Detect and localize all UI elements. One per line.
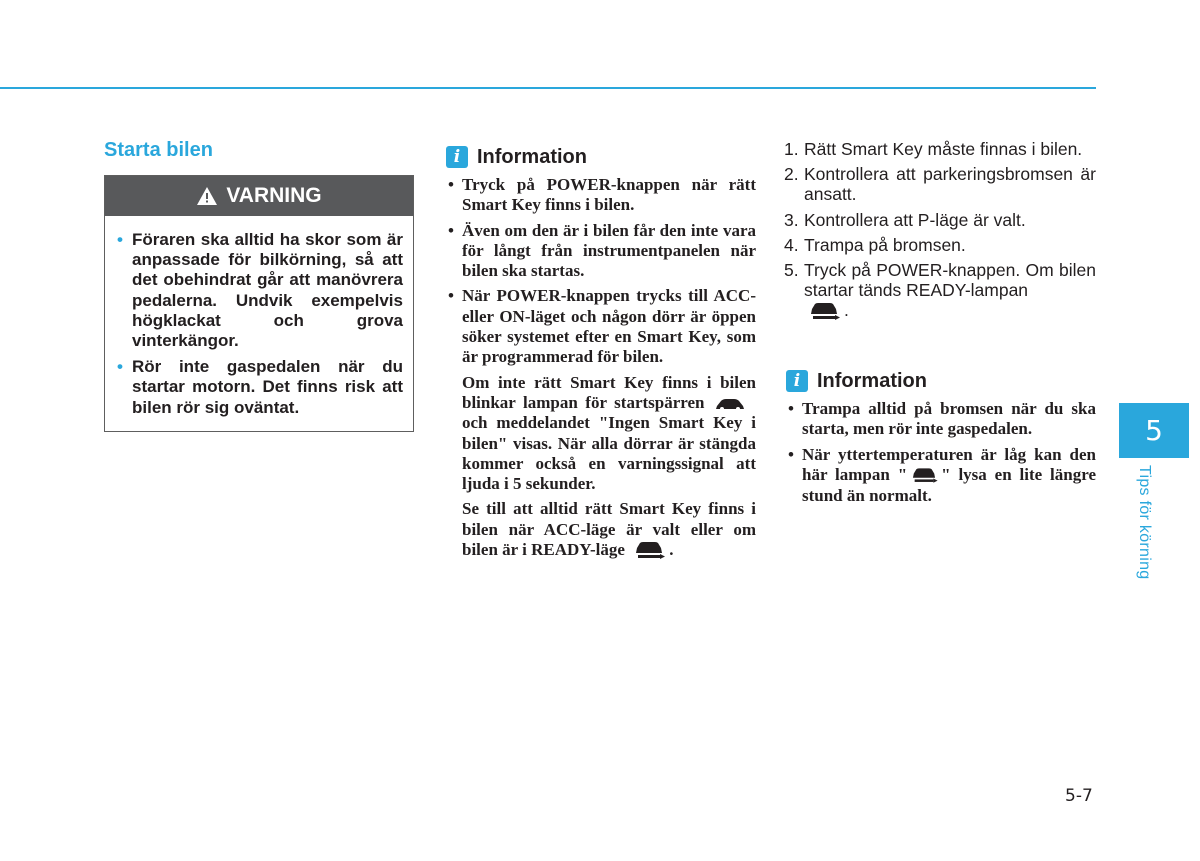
ready-car-icon (907, 466, 941, 486)
warning-list (105, 216, 413, 418)
warning-box (104, 175, 414, 432)
warning-item: • Föraren ska alltid ha skor som är anpassade för bilkörning, så att det obehindrat går att manövrera pedalerna. Undvik exempelvis högklackat och grova vinterkängor. (117, 230, 403, 351)
step-item (784, 139, 1096, 159)
step-number: 5. (784, 260, 799, 281)
information-item: • Även om den är i bilen får den inte vara för långt från instrumentpanelen när bilen ska startas. (446, 221, 756, 282)
information-text: och meddelandet "Ingen Smart Key i bilen" visas. När alla dörrar är stängda kommer också en varningssignal att ljuda i 5 sekunder. (462, 413, 756, 494)
information-text: . (669, 540, 674, 560)
information-list (446, 175, 756, 562)
information-box-2 (786, 369, 1096, 511)
information-item: • Trampa alltid på bromsen när du ska starta, men rör inte gaspedalen. (786, 399, 1096, 440)
step-number: 3. (784, 209, 799, 230)
step-number: 1. (784, 139, 799, 159)
step-item (784, 164, 1096, 204)
information-item (786, 445, 1096, 507)
start-steps-list (784, 139, 1096, 328)
information-item: • Tryck på POWER-knappen när rätt Smart Key finns i bilen. (446, 175, 756, 216)
warning-item: • Rör inte gaspedalen när du startar motorn. Det finns risk att bilen rör sig oväntat. (117, 357, 403, 418)
information-title: Information (817, 370, 927, 392)
step-item (784, 260, 1096, 323)
header-rule (0, 87, 1096, 89)
step-number: 4. (784, 234, 799, 255)
warning-triangle-icon (196, 186, 218, 206)
step-text: Kontrollera att parkeringsbromsen är ansatt. (804, 164, 1096, 205)
information-text: • När POWER-knappen trycks till ACC- eller ON-läget och någon dörr är öppen söker systemet efter en Smart Key, som är programmerad för bilen. (462, 286, 756, 367)
step-item (784, 235, 1096, 255)
chapter-label: Tips för körning (1136, 465, 1153, 580)
warning-title: VARNING (226, 184, 322, 207)
section-title: Starta bilen (104, 139, 213, 161)
information-heading (786, 369, 1096, 393)
information-title: Information (477, 146, 587, 168)
step-text: Trampa på bromsen. (804, 234, 966, 255)
step-text: . (844, 300, 849, 321)
step-item (784, 210, 1096, 230)
information-heading (446, 145, 756, 169)
information-box-1 (446, 145, 756, 567)
information-paragraph (462, 499, 756, 562)
step-text-wrapper (804, 260, 1096, 323)
information-paragraph (462, 373, 756, 495)
ready-car-icon (629, 540, 669, 562)
warning-header (105, 176, 413, 216)
information-text: När yttertemperaturen är låg kan den här lampan " (802, 444, 1096, 484)
step-text: Kontrollera att P-läge är valt. (804, 209, 1026, 230)
step-number: 2. (784, 164, 799, 185)
step-text: Tryck på POWER-knappen. Om bilen startar tänds READY-lampan (804, 260, 1096, 301)
chapter-tab: 5 (1119, 403, 1189, 458)
step-text: Rätt Smart Key måste finnas i bilen. (804, 139, 1083, 159)
immobilizer-car-icon (712, 396, 756, 412)
info-icon: i (786, 370, 808, 392)
information-text: Se till att alltid rätt Smart Key finns i bilen när ACC-läge är valt eller om bilen är i READY-läge (462, 499, 756, 560)
information-list (786, 399, 1096, 506)
page-number: 5-7 (1065, 786, 1093, 806)
ready-car-icon (804, 301, 844, 323)
information-text: Om inte rätt Smart Key finns i bilen blinkar lampan för startspärren (462, 372, 756, 412)
information-text: " lysa en lite längre stund än normalt. (802, 464, 1096, 505)
information-item (446, 286, 756, 562)
info-icon: i (446, 146, 468, 168)
